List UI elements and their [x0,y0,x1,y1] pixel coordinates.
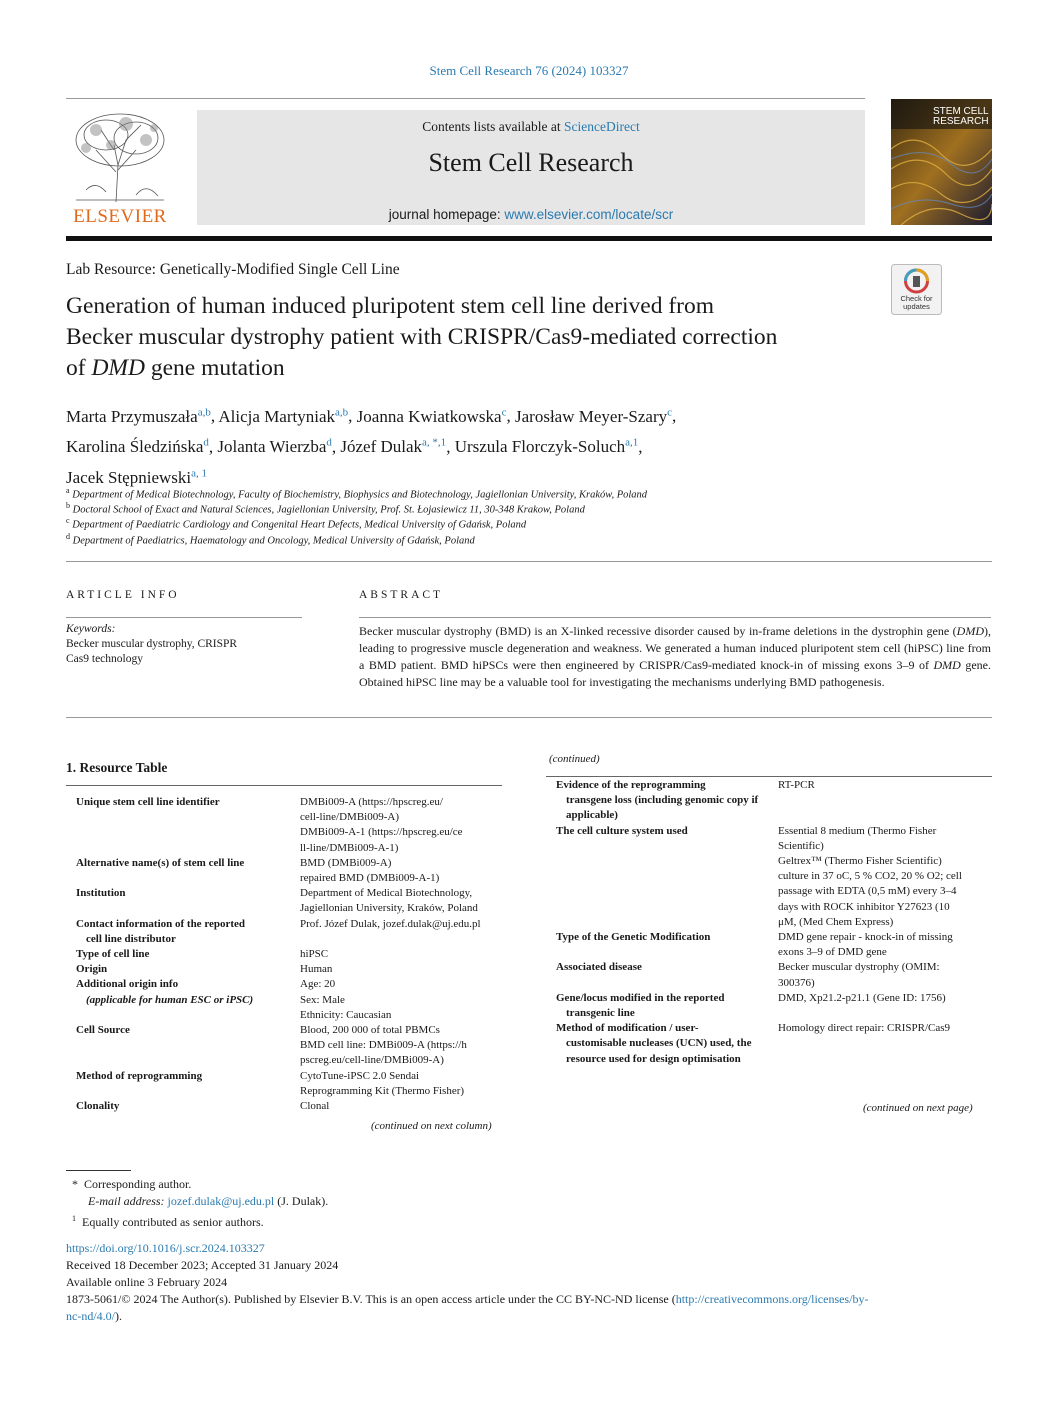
row-value: Age: 20 Sex: Male Ethnicity: Caucasian [300,978,392,1021]
table-row [546,930,992,960]
check-updates-text-1: Check for [900,294,933,303]
table-row [66,1099,506,1114]
continued-next-column: (continued on next column) [371,1120,492,1132]
affiliation: $^a$ Department of Medical Biotechnology, Faculty of Biochemistry, Biophysics and Biotechnology, Jagiellonian University, Kraków, Poland [66,486,648,501]
check-for-updates-badge[interactable] [891,264,942,315]
abstract-bottom-rule [66,717,992,718]
homepage-prefix: journal homepage: [388,207,505,222]
table-row [546,991,992,1021]
check-updates-text-2: updates [903,302,930,311]
resource-table-left [66,795,506,1114]
journal-reference[interactable]: Stem Cell Research 76 (2024) 103327 [429,63,629,78]
journal-name: Stem Cell Research [428,148,634,177]
affiliation: $^c$ Department of Paediatric Cardiology and Congenital Heart Defects, Medical University of Gdańsk, Poland [66,516,527,531]
contents-line [197,119,865,135]
row-key: The cell culture system used [556,824,688,837]
section-heading: 1. Resource Table [66,760,168,775]
continued-next-page: (continued on next page) [863,1102,973,1114]
author[interactable]: Józef Dulak$^{a, *,1}$ [340,436,447,457]
footnotes [66,1176,328,1231]
header-thick-rule [66,236,992,241]
row-key: Institution [76,887,126,900]
row-key: Additional origin info (applicable for human ESC or iPSC) [76,978,254,1006]
author-list: Marta Przymuszała$^{a,b}$, Alicja Martyniak$^{a,b}$, Joanna Kwiatkowska$^c$, Jarosław Meyer-Szary$^c$, Karolina Śledzińska$^d$, Jolanta Wierzba$^d$, Józef Dulak$^{a, *,1}$, Urszula Florczyk-Soluch$^{a,1}$, Jacek Stępniewski$^{a, 1}$ [66,406,677,487]
doi-link[interactable]: https://doi.org/10.1016/j.scr.2024.103327 [66,1241,265,1255]
author[interactable]: Joanna Kwiatkowska$^c$ [356,406,507,426]
row-value: Blood, 200 000 of total PBMCs BMD cell line: DMBi009-A (https://h pscreg.eu/cell-line/DMBi009-A) [300,1024,467,1067]
article-type: Lab Resource: Genetically-Modified Single Cell Line [66,261,400,278]
table-row [66,795,506,856]
row-value: Department of Medical Biotechnology, Jagiellonian University, Kraków, Poland [300,887,478,915]
journal-cover[interactable] [891,99,992,225]
affiliation: $^d$ Department of Paediatrics, Haematology and Oncology, Medical University of Gdańsk, Poland [66,532,475,547]
footnote-equal: $^1$ Equally contributed as senior authors. [72,1214,264,1229]
keyword-line: Becker muscular dystrophy, CRISPR [66,638,238,650]
publication-info [66,1240,992,1325]
affiliation-rule [66,561,992,562]
license-link[interactable]: nc-nd/4.0/ [66,1309,115,1323]
row-key: Clonality [76,1100,120,1113]
row-value: BMD (DMBi009-A) repaired BMD (DMBi009-A-1) [300,856,440,885]
row-value: Clonal [300,1100,330,1113]
table-row [66,886,506,916]
title-line-2: Becker muscular dystrophy patient with CRISPR/Cas9-mediated correction [66,324,778,350]
elsevier-wordmark: ELSEVIER [73,206,167,227]
row-value: Prof. Józef Dulak, jozef.dulak@uj.edu.pl [300,917,481,930]
journal-header [197,110,865,225]
row-key: Cell Source [76,1024,130,1037]
table-row [546,778,992,824]
row-value: Homology direct repair: CRISPR/Cas9 [778,1022,951,1035]
sciencedirect-link[interactable]: ScienceDirect [564,119,640,134]
row-key: Type of cell line [76,948,150,961]
row-key: Method of modification / user- customisable nucleases (UCN) used, the resource used for design optimisation [556,1022,752,1065]
online-date: Available online 3 February 2024 [66,1275,228,1289]
author[interactable]: Jacek Stępniewski$^{a, 1}$ [66,467,207,487]
row-value: DMBi009-A (https://hpscreg.eu/ cell-line/DMBi009-A) DMBi009-A-1 (https://hpscreg.eu/ce ll-line/DMBi009-A-1) [300,796,463,854]
keywords-label: Keywords: [66,623,116,635]
cover-title-1: STEM CELL [933,106,989,117]
row-value: Becker muscular dystrophy (OMIM: 300376) [778,961,940,989]
email-link[interactable]: jozef.dulak@uj.edu.pl [167,1194,275,1208]
row-key: Associated disease [556,961,642,974]
row-key: Unique stem cell line identifier [76,796,220,808]
row-value: DMD gene repair - knock-in of missing exons 3–9 of DMD gene [778,931,953,959]
row-key: Evidence of the reprogramming transgene loss (including genomic copy if applicable) [556,779,759,822]
table-rule [66,785,502,786]
footnote-email: E-mail address: jozef.dulak@uj.edu.pl (J. Dulak). [88,1194,329,1208]
article-info-heading: ARTICLE INFO [66,589,180,601]
author[interactable]: Urszula Florczyk-Soluch$^{a,1}$ [454,436,639,457]
table-row [66,1069,506,1099]
homepage-link[interactable]: www.elsevier.com/locate/scr [504,207,674,222]
footnote-rule [66,1170,131,1171]
author[interactable]: Jarosław Meyer-Szary$^c$ [515,406,673,426]
article-title [66,291,876,384]
table-row [546,1021,992,1067]
row-value: CytoTune-iPSC 2.0 Sendai Reprogramming Kit (Thermo Fisher) [300,1069,465,1097]
table-row [66,1023,506,1069]
elsevier-logo [66,110,174,228]
table-row [66,977,506,1023]
row-value: RT-PCR [778,779,815,791]
table-row [66,856,506,886]
license-link[interactable]: http://creativecommons.org/licenses/by- [675,1292,869,1306]
author[interactable]: Karolina Śledzińska$^d$ [66,436,209,457]
header-rule [66,98,865,99]
row-key: Origin [76,963,108,976]
row-value: DMD, Xp21.2-p21.1 (Gene ID: 1756) [778,991,946,1004]
table-row [66,947,506,962]
keywords [66,622,302,667]
resource-table-right [546,778,992,1067]
row-key: Method of reprogramming [76,1069,203,1082]
received-dates: Received 18 December 2023; Accepted 31 January 2024 [66,1258,339,1272]
contents-prefix: Contents lists available at [422,119,564,134]
title-line-3: of DMD gene mutation [66,355,285,381]
table-row [66,962,506,977]
table-row [66,917,506,947]
table-row [546,824,992,930]
article-info-rule [66,617,302,618]
table-rule [546,776,992,777]
author[interactable]: Alicja Martyniak$^{a,b}$ [218,406,349,426]
row-key: Type of the Genetic Modification [556,931,711,944]
row-key: Gene/locus modified in the reported transgenic line [556,991,725,1020]
row-value: Essential 8 medium (Thermo Fisher Scientific) Geltrex™ (Thermo Fisher Scientific) culture in 37 oC, 5 % CO2, 20 % O2; cell passage with EDTA (0,5 mM) every 3–4 days with ROCK inhibitor Y27623 (10 μM, (Med Chem Express) [778,824,962,928]
keyword-line: Cas9 technology [66,653,143,665]
continued-label: (continued) [549,753,600,765]
elsevier-tree-icon [66,110,174,206]
author[interactable]: Marta Przymuszała$^{a,b}$ [66,406,211,426]
table-row [546,960,992,990]
license-text: 1873-5061/© 2024 The Author(s). Published by Elsevier B.V. This is an open access article under the CC BY-NC-ND license (http://creativecommons.org/licenses/by- nc-nd/4.0/). [66,1292,869,1323]
homepage-line [197,207,865,222]
abstract-heading: ABSTRACT [359,589,444,601]
row-value: hiPSC [300,948,329,961]
cover-title-2: RESEARCH [933,116,989,127]
author[interactable]: Jolanta Wierzba$^d$ [217,436,332,457]
row-key: Contact information of the reported cell line distributor [76,917,246,945]
affiliation: $^b$ Doctoral School of Exact and Natural Sciences, Jagiellonian University, Prof. St. Łojasiewicz 11, 30-348 Krakow, Poland [66,501,585,516]
abstract-text: Becker muscular dystrophy (BMD) is an X-linked recessive disorder caused by in-frame deletions in the dystrophin gene (DMD), leading to progressive muscle degeneration and weakness. We generated a human induced pluripotent stem cell (hiPSC) line from a BMD patient. BMD hiPSCs were then engineered by CRISPR/Cas9-mediated knock-in of missing exons 3–9 of DMD gene. Obtained hiPSC line may be a valuable tool for investigating the mechanisms underlying BMD pathogenesis. [359,624,991,689]
abstract-rule [359,617,991,618]
row-key: Alternative name(s) of stem cell line [76,856,245,869]
title-line-1: Generation of human induced pluripotent stem cell line derived from [66,293,715,319]
footnote-corresponding: * Corresponding author. [66,1177,192,1191]
row-value: Human [300,963,333,976]
